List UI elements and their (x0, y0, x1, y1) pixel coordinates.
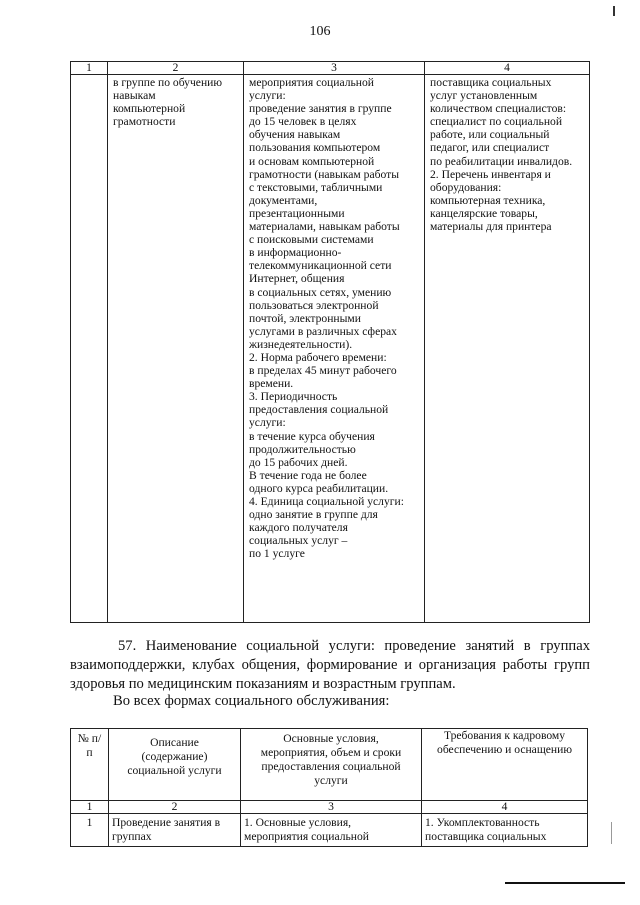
table2-header-description: Описание (содержание) социальной услуги (109, 729, 241, 801)
cell-text-line: одно занятие в группе для (249, 508, 378, 522)
cell-text-line: обучения навыкам (249, 128, 341, 142)
cell-text-line: 2. Перечень инвентаря и (430, 167, 551, 181)
cell-text-line: в информационно- (249, 246, 342, 260)
cell-text-line: грамотности (113, 115, 176, 129)
cell-text-line: услуги: (249, 416, 286, 430)
cell-text-line: времени. (249, 377, 294, 391)
cell-text-line: в пределах 45 минут рабочего (249, 364, 397, 378)
paragraph-57: 57. Наименование социальной услуги: проведение занятий в группах взаимоподдержки, клубах общения, формирование и организация работы групп здоровья по медицинским показаниям и возрастным группам. (70, 638, 590, 692)
cell-text-line: 2. Норма рабочего времени: (249, 350, 387, 364)
table2-header-row (71, 729, 588, 801)
cell-text-line: телекоммуникационной сети (249, 259, 392, 273)
service-57-table (70, 728, 588, 847)
cell-text-line: проведение занятия в группе (249, 102, 392, 116)
footer-rule (505, 882, 625, 884)
cell-text-line: канцелярские товары, (430, 206, 538, 220)
cell-text-line: В течение года не более (249, 468, 367, 482)
cell-text-line: в группе по обучению (113, 76, 223, 89)
page-number: 106 (309, 24, 331, 39)
cell-text-line: почтой, электронными (249, 311, 361, 325)
cell-text-line: компьютерная техника, (430, 193, 546, 207)
cell-text-line: услуги: (249, 89, 286, 103)
cell-text-line: компьютерной (113, 102, 186, 116)
table2-row-description: Проведение занятия в группах (109, 814, 241, 847)
cell-text-line: документами, (249, 193, 318, 207)
cell-text-line: грамотности (навыкам работы (249, 167, 400, 181)
cell-text-line: 3. Периодичность (249, 390, 338, 404)
cell-text-line: и основам компьютерной (249, 154, 375, 168)
cell-text-line: до 15 рабочих дней. (249, 455, 348, 469)
table2-colnum-2: 2 (109, 801, 241, 814)
cell-text-line: в течение курса обучения (249, 429, 375, 443)
table1-colnum-3: 3 (244, 62, 425, 75)
table2-header-conditions: Основные условия, мероприятия, объем и сроки предоставления социальной услуги (241, 729, 422, 801)
cell-text-line: презентационными (249, 206, 345, 220)
cell-text-line: навыкам (113, 89, 156, 103)
cell-text-line: 4. Единица социальной услуги: (249, 495, 404, 508)
table2-colnum-4: 4 (422, 801, 588, 814)
table1-cell-requirements (425, 75, 590, 623)
cell-text-line: количеством специалистов: (430, 102, 567, 116)
table1-cell-conditions (244, 75, 425, 623)
cell-text-line: пользоваться электронной (249, 298, 379, 312)
cell-text-line: поставщика социальных (430, 76, 552, 89)
table1-column-numbers (71, 62, 590, 75)
cell-text-line: социальных услуг – (249, 534, 348, 548)
cell-text-line: одного курса реабилитации. (249, 481, 389, 495)
table2-colnum-3: 3 (241, 801, 422, 814)
cell-text-line: материалами, навыкам работы (249, 220, 400, 234)
cell-text-line: с текстовыми, табличными (249, 180, 383, 194)
table1-cell-number (71, 75, 108, 623)
table2-column-numbers (71, 801, 588, 814)
cell-text-line: по реабилитации инвалидов. (430, 154, 573, 168)
cell-text-line: каждого получателя (249, 521, 348, 535)
cell-text-line: в социальных сетях, умению (249, 285, 392, 299)
cell-text-line: оборудования: (430, 180, 502, 194)
cell-text-line: по 1 услуге (249, 547, 305, 561)
scan-margin-mark (611, 822, 612, 844)
cell-text-line: пользования компьютером (249, 141, 381, 155)
cell-text-line: работе, или социальный (430, 128, 550, 142)
scan-edge-mark (613, 6, 615, 16)
services-table-continued (70, 61, 590, 623)
cell-text-line: продолжительностью (249, 442, 356, 456)
cell-text-line: специалист по социальной (430, 115, 563, 129)
cell-text-line: с поисковыми системами (249, 233, 374, 247)
table1-colnum-1: 1 (71, 62, 108, 75)
table1-colnum-4: 4 (425, 62, 590, 75)
table2-row-conditions: 1. Основные условия, мероприятия социальной (241, 814, 422, 847)
cell-text-line: услуг установленным (430, 89, 538, 103)
paragraph-service-forms: Во всех формах социального обслуживания: (113, 693, 390, 709)
cell-text-line: Интернет, общения (249, 272, 345, 286)
table2-colnum-1: 1 (71, 801, 109, 814)
cell-text-line: мероприятия социальной (249, 76, 374, 89)
table2-row (71, 814, 588, 847)
cell-text-line: до 15 человек в целях (249, 115, 357, 129)
table1-colnum-2: 2 (108, 62, 244, 75)
cell-text-line: жизнедеятельности). (249, 337, 353, 351)
table2-row-requirements: 1. Укомплектованность поставщика социальных (422, 814, 588, 847)
cell-text-line: педагог, или специалист (430, 141, 550, 155)
table2-row-number: 1 (71, 814, 109, 847)
cell-text-line: материалы для принтера (430, 220, 552, 234)
table1-cell-description (108, 75, 244, 623)
table1-row (71, 75, 590, 623)
table2-header-number: № п/п (71, 729, 109, 801)
table2-header-requirements: Требования к кадровому обеспечению и оснащению (422, 729, 588, 801)
cell-text-line: предоставления социальной (249, 403, 389, 417)
cell-text-line: услугами в различных сферах (249, 324, 397, 338)
